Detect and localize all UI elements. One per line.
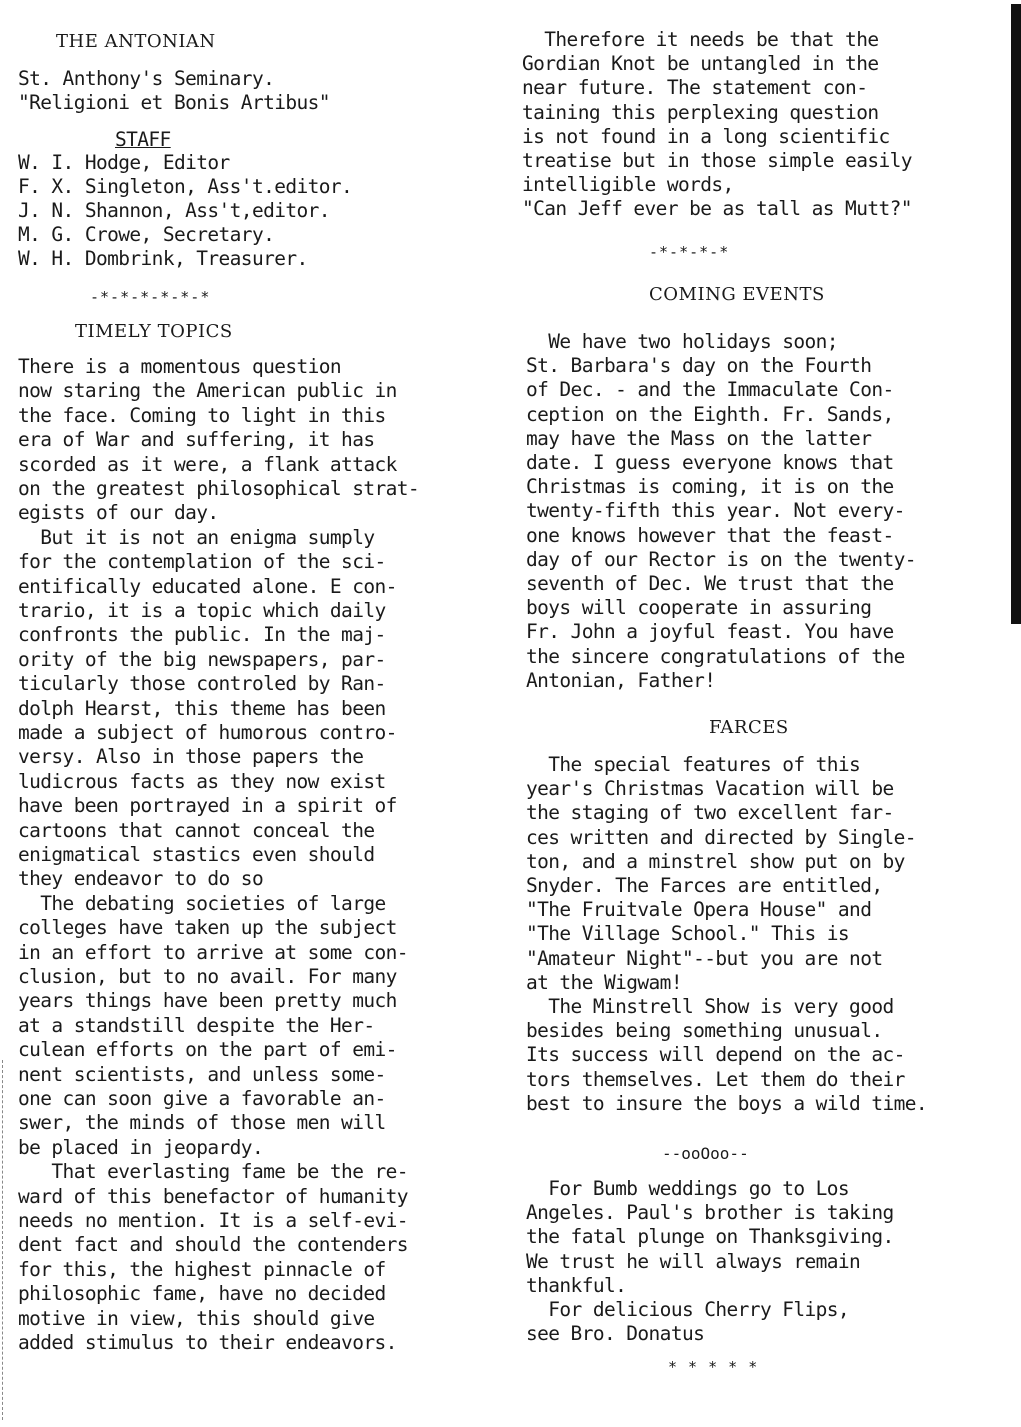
text-line: taining this perplexing question [522,100,879,124]
text-line: That everlasting fame be the re- [18,1160,408,1184]
text-line: Its success will depend on the ac- [526,1043,905,1067]
text-line: in an effort to arrive at some con- [18,940,408,964]
text-line: motive in view, this should give [18,1306,375,1330]
scan-edge-marks [2,1060,5,1420]
text-line: day of our Rector is on the twenty- [526,547,916,571]
coming-events-heading: COMING EVENTS [649,284,825,305]
text-line: treatise but in those simple easily [522,149,912,172]
text-line: made a subject of humorous contro- [18,721,397,744]
text-line: for the contemplation of the sci- [18,550,386,574]
text-line: The debating societies of large [18,891,386,915]
section-divider: -*-*-*-* [649,243,730,261]
text-line: Antonian, Father! [526,668,716,692]
text-line: the face. Coming to light in this [18,403,386,427]
text-line: "Amateur Night"--but you are not [526,946,883,970]
text-line: at a standstill despite the Her- [18,1013,375,1037]
end-stars: * * * * * [668,1358,759,1376]
text-line: nent scientists, and unless some- [18,1062,386,1086]
text-line: intelligible words, [522,173,734,197]
text-line: Snyder. The Farces are entitled, [526,874,883,897]
text-line: is not found in a long scientific [522,124,890,148]
text-line: for this, the highest pinnacle of [18,1257,386,1281]
text-line: year's Christmas Vacation will be [526,777,894,801]
text-line: colleges have taken up the subject [18,916,397,940]
text-line: ticularly those controled by Ran- [18,672,386,696]
staff-member: J. N. Shannon, Ass't,editor. [18,199,330,222]
text-line: dent fact and should the contenders [18,1233,408,1257]
staff-heading: STAFF [115,128,171,151]
text-line: The special features of this [526,753,861,776]
text-line: There is a momentous question [18,355,342,378]
text-line: Fr. John a joyful feast. You have [526,620,894,644]
text-line: of Dec. - and the Immaculate Con- [526,378,894,402]
text-line: culean efforts on the part of emi- [18,1038,397,1062]
text-line: We trust he will always remain [526,1249,861,1273]
section-divider: --ooOoo-- [662,1144,749,1163]
text-line: confronts the public. In the maj- [18,623,386,647]
text-line: The Minstrell Show is very good [526,995,894,1018]
text-line: For delicious Cherry Flips, [526,1298,850,1321]
text-line: near future. The statement con- [522,76,868,100]
text-line: one knows however that the feast- [526,523,894,547]
staff-member: W. H. Dombrink, Treasurer. [18,247,308,270]
text-line: the sincere congratulations of the [526,644,905,668]
text-line: Therefore it needs be that the [522,28,879,51]
text-line: date. I guess everyone knows that [526,451,894,474]
text-line: Gordian Knot be untangled in the [522,52,879,76]
text-line: era of War and suffering, it has [18,428,375,452]
text-line: be placed in jeopardy. [18,1135,264,1159]
text-line: besides being something unusual. [526,1019,883,1043]
text-line: enigmatical stastics even should [18,843,375,866]
timely-topics-heading: TIMELY TOPICS [75,321,233,342]
staff-member: W. I. Hodge, Editor [18,151,230,174]
text-line: the staging of two excellent far- [526,801,894,825]
text-line: at the Wigwam! [526,970,682,994]
text-line: "The Village School." This is [526,922,850,946]
text-line: We have two holidays soon; [526,330,838,353]
text-line: they endeavor to do so [18,867,264,891]
school-motto: "Religioni et Bonis Artibus" [18,91,330,114]
text-line: ward of this benefactor of humanity [18,1184,408,1208]
scan-edge-bar [1011,4,1021,624]
school-name: St. Anthony's Seminary. [18,67,275,90]
text-line: entifically educated alone. E con- [18,574,397,598]
text-line: scorded as it were, a flank attack [18,452,397,476]
text-line: ority of the big newspapers, par- [18,647,386,671]
text-line: tors themselves. Let them do their [526,1067,905,1091]
text-line: Angeles. Paul's brother is taking [526,1201,894,1225]
text-line: best to insure the boys a wild time. [526,1091,928,1115]
text-line: Christmas is coming, it is on the [526,475,894,499]
text-line: added stimulus to their endeavors. [18,1331,397,1354]
text-line: St. Barbara's day on the Fourth [526,354,872,378]
text-line: ton, and a minstrel show put on by [526,849,905,873]
staff-member: M. G. Crowe, Secretary. [18,223,275,246]
newsletter-title: THE ANTONIAN [56,31,216,52]
text-line: "Can Jeff ever be as tall as Mutt?" [522,197,912,221]
text-line: philosophic fame, have no decided [18,1282,386,1306]
staff-member: F. X. Singleton, Ass't.editor. [18,175,353,198]
text-line: "The Fruitvale Opera House" and [526,898,872,922]
text-line: ludicrous facts as they now exist [18,769,386,793]
farces-heading: FARCES [709,717,789,738]
text-line: ces written and directed by Single- [526,825,916,849]
masthead-divider: -*-*-*-*-*-* [90,288,211,306]
text-line: swer, the minds of those men will [18,1111,386,1135]
text-line: see Bro. Donatus [526,1322,705,1346]
text-line: ception on the Eighth. Fr. Sands, [526,402,894,426]
text-line: twenty-fifth this year. Not every- [526,499,905,523]
text-line: clusion, but to no avail. For many [18,965,397,988]
text-line: one can soon give a favorable an- [18,1087,386,1110]
text-line: on the greatest philosophical strat- [18,477,420,500]
text-line: the fatal plunge on Thanksgiving. [526,1225,894,1249]
text-line: needs no mention. It is a self-evi- [18,1209,408,1232]
text-line: thankful. [526,1273,627,1297]
text-line: seventh of Dec. We trust that the [526,572,894,595]
text-line: boys will cooperate in assuring [526,596,872,620]
text-line: trario, it is a topic which daily [18,599,386,622]
text-line: For Bumb weddings go to Los [526,1177,850,1200]
text-line: But it is not an enigma sumply [18,525,375,549]
text-line: have been portrayed in a spirit of [18,794,397,818]
text-line: versy. Also in those papers the [18,745,364,769]
text-line: may have the Mass on the latter [526,426,872,450]
text-line: dolph Hearst, this theme has been [18,696,386,720]
text-line: years things have been pretty much [18,989,397,1013]
text-line: cartoons that cannot conceal the [18,818,375,842]
text-line: now staring the American public in [18,379,397,403]
text-line: egists of our day. [18,501,219,525]
